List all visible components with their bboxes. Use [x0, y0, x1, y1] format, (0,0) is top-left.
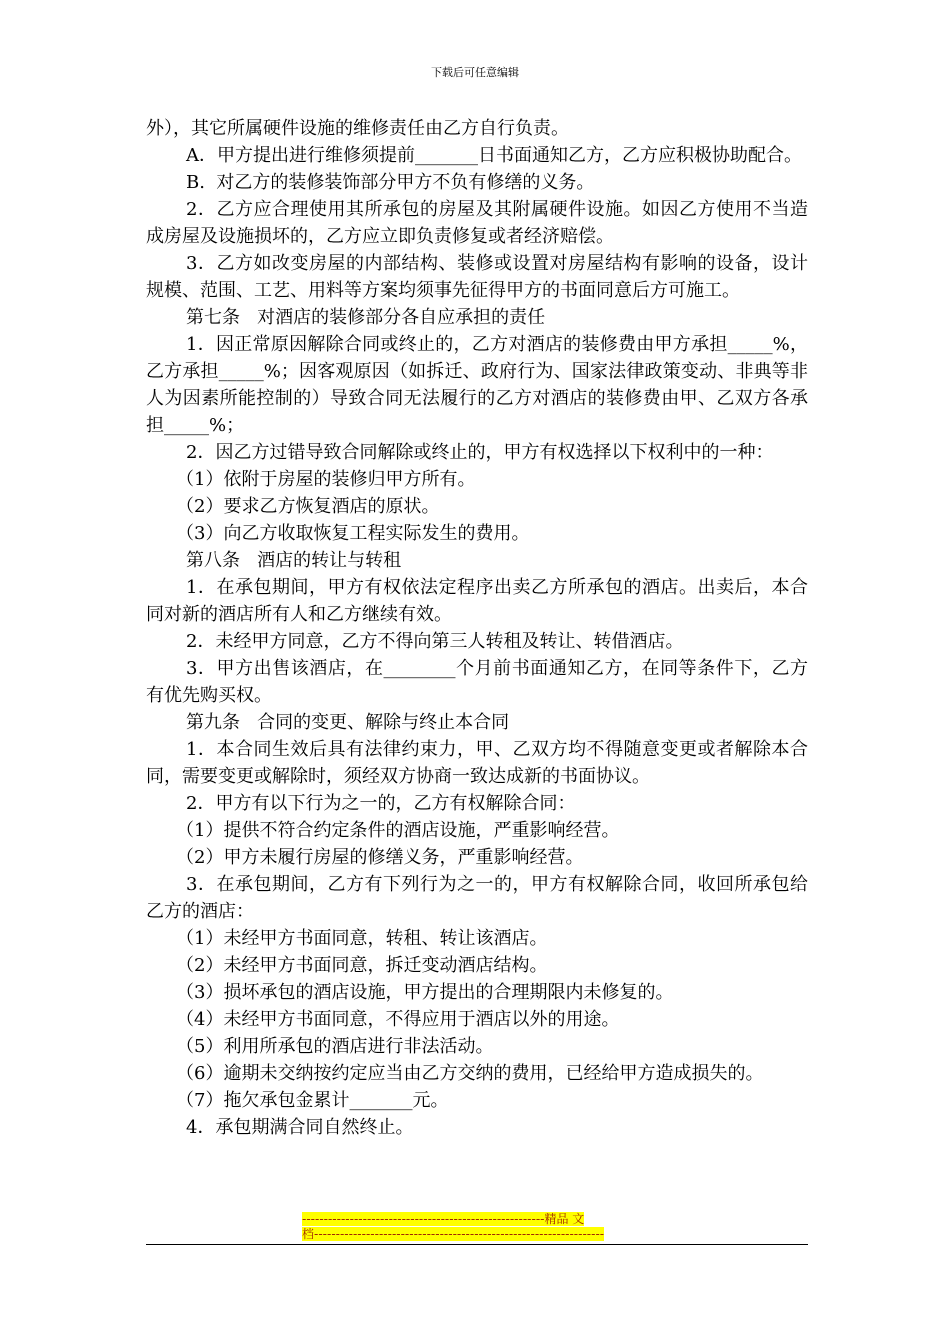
list-item: （4）未经甲方书面同意，不得应用于酒店以外的用途。	[176, 1009, 620, 1030]
footer-watermark	[302, 1212, 652, 1242]
footer-line-2: 档-------------------------------------------------------------------	[302, 1227, 605, 1241]
footer-divider	[146, 1244, 808, 1245]
paragraph: 3．乙方如改变房屋的内部结构、装修或设置对房屋结构有影响的设备，设计规模、范围、工艺、用料等方案均须事先征得甲方的书面同意后方可施工。	[146, 253, 808, 301]
paragraph: 1．在承包期间，甲方有权依法定程序出卖乙方所承包的酒店。出卖后，本合同对新的酒店所有人和乙方继续有效。	[146, 577, 808, 625]
list-item: （2）要求乙方恢复酒店的原状。	[176, 496, 440, 517]
list-item: （7）拖欠承包金累计_______元。	[176, 1090, 449, 1111]
paragraph: B. 对乙方的装修装饰部分甲方不负有修缮的义务。	[186, 172, 595, 193]
list-item: （1）未经甲方书面同意，转租、转让该酒店。	[176, 928, 548, 949]
list-item: （1）提供不符合约定条件的酒店设施，严重影响经营。	[176, 820, 620, 841]
list-item: （2）未经甲方书面同意，拆迁变动酒店结构。	[176, 955, 548, 976]
article-heading: 第八条 酒店的转让与转租	[186, 550, 402, 571]
document-body	[146, 115, 808, 1141]
list-item: （5）利用所承包的酒店进行非法活动。	[176, 1036, 494, 1057]
paragraph: 1．因正常原因解除合同或终止的，乙方对酒店的装修费由甲方承担_____%，乙方承担_____%；因客观原因（如拆迁、政府行为、国家法律政策变动、非典等非人为因素所能控制的）导致合同无法履行的乙方对酒店的装修费由甲、乙双方各承担_____%；	[146, 334, 808, 436]
paragraph: 3．在承包期间，乙方有下列行为之一的，甲方有权解除合同，收回所承包给乙方的酒店：	[146, 874, 808, 922]
article-heading: 第九条 合同的变更、解除与终止本合同	[186, 712, 510, 733]
list-item: （3）向乙方收取恢复工程实际发生的费用。	[176, 523, 530, 544]
list-item: （6）逾期未交纳按约定应当由乙方交纳的费用，已经给甲方造成损失的。	[176, 1063, 764, 1084]
paragraph: 2．乙方应合理使用其所承包的房屋及其附属硬件设施。如因乙方使用不当造成房屋及设施损坏的，乙方应立即负责修复或者经济赔偿。	[146, 199, 808, 247]
paragraph: 2．甲方有以下行为之一的，乙方有权解除合同：	[186, 793, 576, 814]
paragraph: 3．甲方出售该酒店，在________个月前书面通知乙方，在同等条件下，乙方有优先购买权。	[146, 658, 808, 706]
page-header: 下载后可任意编辑	[431, 66, 519, 79]
paragraph: 2．未经甲方同意，乙方不得向第三人转租及转让、转借酒店。	[186, 631, 684, 652]
list-item: （3）损坏承包的酒店设施，甲方提出的合理期限内未修复的。	[176, 982, 674, 1003]
article-heading: 第七条 对酒店的装修部分各自应承担的责任	[186, 307, 546, 328]
list-item: （1）依附于房屋的装修归甲方所有。	[176, 469, 476, 490]
paragraph: 4．承包期满合同自然终止。	[186, 1117, 414, 1138]
list-item: （2）甲方未履行房屋的修缮义务，严重影响经营。	[176, 847, 584, 868]
paragraph: A．甲方提出进行维修须提前_______日书面通知乙方，乙方应积极协助配合。	[186, 145, 802, 166]
footer-line-1: --------------------------------------------------------精品 文	[302, 1212, 585, 1226]
paragraph: 外），其它所属硬件设施的维修责任由乙方自行负责。	[146, 118, 569, 139]
paragraph: 2．因乙方过错导致合同解除或终止的，甲方有权选择以下权利中的一种：	[186, 442, 774, 463]
paragraph: 1．本合同生效后具有法律约束力，甲、乙双方均不得随意变更或者解除本合同，需要变更或解除时，须经双方协商一致达成新的书面协议。	[146, 739, 808, 787]
